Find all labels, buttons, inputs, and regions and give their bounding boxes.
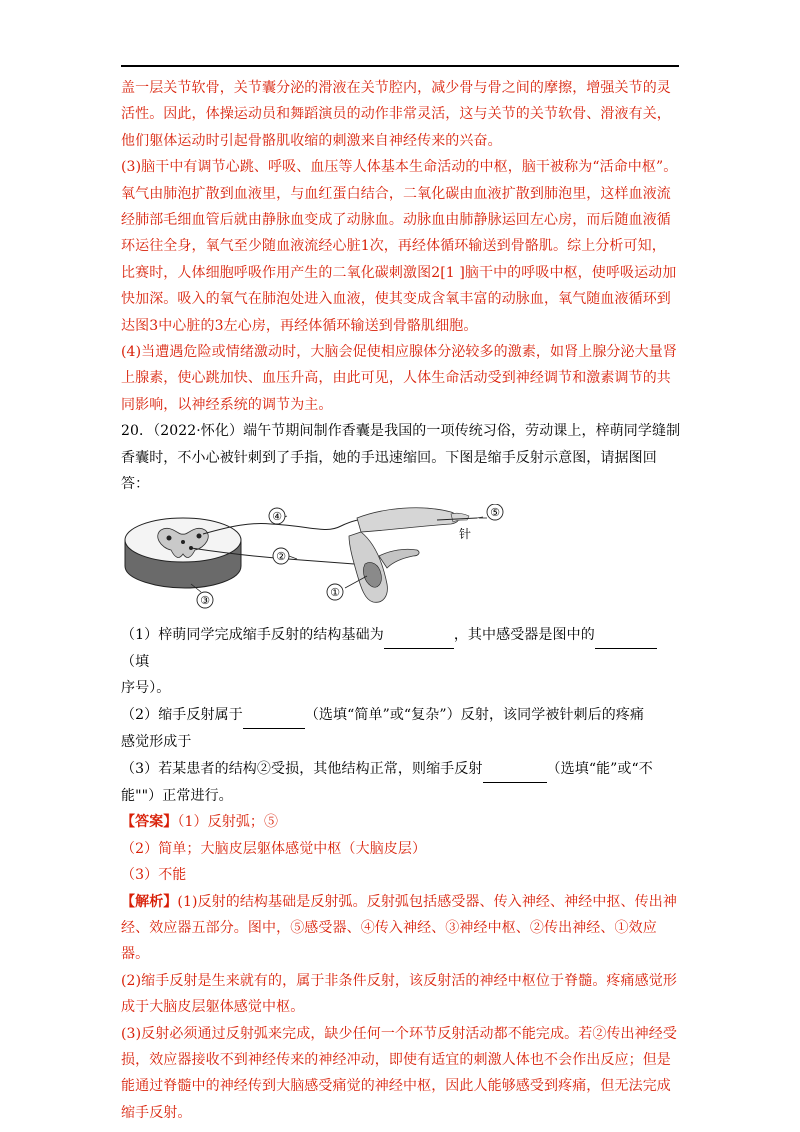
answer-line-1 <box>121 809 681 835</box>
answer-blank[interactable] <box>384 622 454 649</box>
answer-2: （2）简单；大脑皮层躯体感觉中枢（大脑皮层） <box>121 840 427 857</box>
text-line: 达图3中心脏的3左心房，再经体循环输送到骨骼肌细胞。 <box>121 317 478 334</box>
header-rule <box>121 65 679 67</box>
arm-illustration <box>349 507 472 602</box>
analysis-tag: 【解析】 <box>121 893 178 910</box>
answer-3: （3）不能 <box>121 867 187 884</box>
text-segment: （选填“能”或“不 <box>546 760 653 777</box>
analysis-text: (1)反射的结构基础是反射弧。反射弧包括感受器、传入神经、神经中抠、传出神 <box>177 893 677 910</box>
question-stem-line: 20．（2022·怀化）端午节期间制作香囊是我国的一项传统习俗，劳动课上，梓萌同学缝制 <box>121 423 681 440</box>
answer-blank[interactable] <box>595 622 657 649</box>
analysis-line: 能通过脊髓中的神经传到大脑感受痛觉的神经中枢，因此人能够感受到疼痛，但无法完成 <box>121 1078 671 1095</box>
text-line: 氧气由肺泡扩散到血液里，与血红蛋白结合，二氧化碳由血液扩散到肺泡里，这样血液流 <box>121 185 671 202</box>
text-line: 活性。因此，体操运动员和舞蹈演员的动作非常灵活，这与关节的关节软骨、滑液有关， <box>121 106 671 123</box>
answer-tag: 【答案】 <box>121 814 178 831</box>
analysis-section <box>121 889 681 1127</box>
sub-question-1 <box>121 622 681 676</box>
needle-label: 针 <box>459 526 472 541</box>
text-segment: （3）若某患者的结构②受损，其他结构正常，则缩手反射 <box>121 760 483 777</box>
text-line: (4)当遭遇危险或情绪激动时，大脑会促使相应腺体分泌较多的激素，如肾上腺分泌大量肾 <box>121 344 677 361</box>
label-2 <box>273 548 289 564</box>
analysis-line: 经、效应器五部分。图中，⑤感受器、④传入神经、③神经中枢、②传出神经、①效应器。 <box>121 919 657 963</box>
sub-question-3 <box>121 756 681 783</box>
previous-explanation-continuation <box>121 75 681 154</box>
label-5-text: ⑤ <box>490 505 500 519</box>
text-segment: （1）梓萌同学完成缩手反射的结构基础为 <box>121 626 384 643</box>
answer-blank[interactable] <box>483 756 547 783</box>
answer-1: （1）反射弧；⑤ <box>177 814 279 831</box>
text-line: 经肺部毛细血管后就由静脉血变成了动脉血。动脉血由肺静脉运回左心房，而后随血液循 <box>121 212 671 229</box>
label-1 <box>327 584 343 600</box>
page-content <box>121 75 681 1126</box>
text-line: 他们躯体运动时引起骨骼肌收缩的刺激来自神经传来的兴奋。 <box>121 132 502 149</box>
analysis-line: 成于大脑皮层躯体感觉中枢。 <box>121 999 305 1016</box>
label-4-text: ④ <box>272 509 282 523</box>
label-3-text: ③ <box>200 593 210 607</box>
label-2-text: ② <box>276 549 286 563</box>
text-segment: （2）缩手反射属于 <box>121 706 243 723</box>
label-5 <box>487 504 503 520</box>
label-1-text: ① <box>330 585 340 599</box>
sub-question-1-cont: 序号）。 <box>121 680 171 697</box>
sub-questions <box>121 622 681 810</box>
question-20 <box>121 418 681 497</box>
label-3 <box>197 592 213 608</box>
analysis-line <box>121 889 681 915</box>
reflex-arc-svg <box>121 504 681 614</box>
text-segment: ，其中感受器是图中的 <box>453 626 595 643</box>
label-4 <box>269 508 285 524</box>
text-line: 快加深。吸入的氧气在肺泡处进入血液，使其变成含氧丰富的动脉血，氧气随血液循环到 <box>121 291 671 308</box>
question-stem-line: 香囊时，不小心被针刺到了手指，她的手迅速缩回。下图是缩手反射示意图，请据图回答： <box>121 449 657 493</box>
previous-explanation-part4 <box>121 339 681 418</box>
analysis-line: (3)反射必须通过反射弧来完成，缺少任何一个环节反射活动都不能完成。若②传出神经受 <box>121 1025 677 1042</box>
text-segment: （填 <box>121 653 150 670</box>
text-line: 环运往全身，氧气至少随血液流经心脏1次，再经体循环输送到骨骼肌。综上分析可知， <box>121 238 666 255</box>
text-segment: （选填“简单”或“复杂”）反射，该同学被针刺后的疼痛 <box>304 706 645 723</box>
sub-question-3-cont: 能""）正常进行。 <box>121 787 233 804</box>
text-line: 上腺素，使心跳加快、血压升高，由此可见，人体生命活动受到神经调节和激素调节的共 <box>121 370 671 387</box>
analysis-line: 损，效应器接收不到神经传来的神经冲动，即使有适宜的刺激人体也不会作出反应；但是 <box>121 1052 671 1068</box>
sub-question-2-cont: 感觉形成于 <box>121 734 192 751</box>
analysis-line: (2)缩手反射是生来就有的，属于非条件反射，该反射活的神经中枢位于脊髓。疼痛感觉形 <box>121 972 677 989</box>
sub-question-2 <box>121 702 681 729</box>
text-line: 盖一层关节软骨，关节囊分泌的滑液在关节腔内，减少骨与骨之间的摩擦，增强关节的灵 <box>121 80 671 96</box>
text-line: 比赛时，人体细胞呼吸作用产生的二氧化碳刺激图2[1 ]脑干中的呼吸中枢，使呼吸运动加 <box>121 264 677 281</box>
answer-blank[interactable] <box>243 702 305 729</box>
answer-section <box>121 809 681 888</box>
text-line: 同影响，以神经系统的调节为主。 <box>121 396 333 413</box>
reflex-arc-diagram <box>121 504 521 614</box>
text-line: (3)脑干中有调节心跳、呼吸、血压等人体基本生命活动的中枢，脑干被称为“活命中枢”。 <box>121 159 678 176</box>
previous-explanation-part3 <box>121 154 681 339</box>
analysis-line: 缩手反射。 <box>121 1104 192 1121</box>
